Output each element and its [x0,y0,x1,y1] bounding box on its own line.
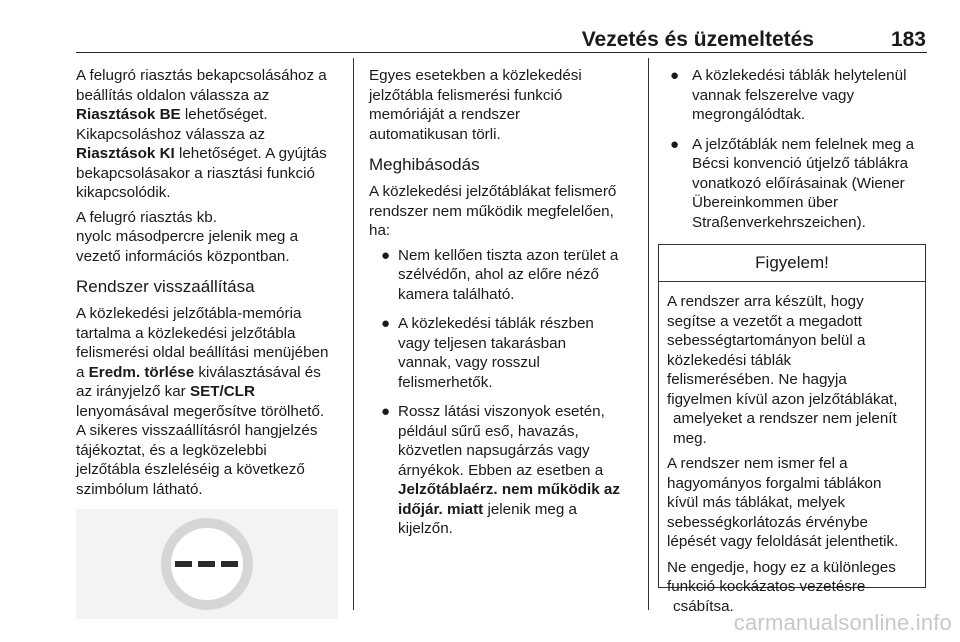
alert-toggle-paragraph [76,66,344,203]
column-divider-2 [648,58,649,610]
column-1 [76,66,344,619]
bullet-icon: ● [670,135,680,153]
warning-paragraph: A rendszer arra készült, hogy segítse a vezetőt a megadott sebességtartományon belül a közlekedési táblák felismerésében. Ne hagyja figyelmen kívül azon jelzőtáblákat, amelyeket a rendszer nem jelenít meg. [667,293,898,447]
list-item: ● Rossz látási viszonyok esetén, például sűrű eső, havazás, közvetlen napsugárzás vagy árnyékok. Ebben az esetben a Jelzőtáblaérz. nem működik az időjár. miatt jelenik meg a kijelzőn. [369,402,635,539]
text-line: nyolc másodpercre jelenik meg a [76,228,299,245]
text-line: vezető információs központban. [76,247,290,265]
text-line: A felugró riasztás kb. [76,208,217,226]
option-alerts-on: Riasztások BE [76,106,181,123]
section-heading-fault: Meghibásodás [369,155,480,174]
text-line: bekapcsolásakor a riasztási funkció [76,164,315,182]
text-line: beállítás oldalon válassza az [76,86,270,104]
warning-paragraph: A rendszer nem ismer fel a hagyományos forgalmi táblákon kívül más táblákat, melyek sebességkorlátozás érvénybe lépését vagy feloldását jelenthetik. [667,455,899,550]
text-line: az irányjelző kar SET/CLR [76,383,255,400]
text-line: Riasztások BE lehetőséget. [76,106,268,123]
option-clear-results: Eredm. törlése [88,363,195,381]
text-line: Riasztások KI lehetőséget. A gyújtás [76,145,327,162]
bullet-icon: ● [670,67,680,84]
header-divider [76,52,927,53]
auto-clear-paragraph [369,66,635,144]
weather-message-label: Jelzőtáblaérz. nem működik az [398,481,620,498]
reset-paragraph [76,304,344,499]
text-line: jelzőtábla észleléséig a következő [76,461,305,478]
list-item: ● A közlekedési táblák részben vagy teljesen takarásban vannak, vagy rosszul felismerhetők. [381,315,594,391]
bullet-icon: ● [381,246,391,264]
text-line: Egyes esetekben a közlekedési [369,67,582,84]
column-divider-1 [353,58,354,610]
alert-duration-paragraph [76,208,344,267]
text-line: A felugró riasztás bekapcsolásához a [76,67,327,84]
warning-body [659,282,925,616]
symbol-illustration [76,509,338,619]
text-line: tartalma a közlekedési jelzőtábla [76,324,296,342]
text-line: A sikeres visszaállításról hangjelzés [76,422,318,439]
no-sign-detected-icon [158,515,256,613]
text-line: a Eredm. törlése kiválasztásával és [76,363,321,381]
text-line: rendszer nem működik megfelelően, [369,202,614,220]
list-item: ● A közlekedési táblák helytelenül vannak felszerelve vagy megrongálódtak. [670,67,907,123]
text-line: lenyomásával megerősítve törölhető. [76,402,325,420]
bullet-icon: ● [381,403,391,420]
warning-box [658,244,926,615]
column-2 [369,66,635,549]
section-heading-reset: Rendszer visszaállítása [76,277,255,296]
text-line: A közlekedési jelzőtáblákat felismerő [369,183,617,200]
page-header [76,28,926,52]
fault-conditions-list [369,246,635,539]
warning-title: Figyelem! [659,245,925,282]
text-line: felismerési oldal beállítási menüjében [76,344,329,361]
text-line: ha: [369,222,391,239]
list-item: ● A jelzőtáblák nem felelnek meg a Bécsi konvenció útjelző táblákra vonatkozó előírásainak (Wiener Übereinkommen über Straßenverkehrszeichen). [670,135,915,231]
text-line: szimbólum látható. [76,480,203,498]
weather-message-label-end: időjár. miatt [398,500,484,518]
fault-intro-paragraph [369,182,635,241]
text-line: kikapcsolódik. [76,184,171,201]
bullet-icon: ● [381,315,391,332]
text-line: memóriáját a rendszer [369,106,521,123]
warning-paragraph: Ne engedje, hogy ez a különleges funkció kockázatos vezetésre csábítsa. [667,558,896,615]
column-3 [664,66,928,615]
page-title: Vezetés és üzemeltetés [581,28,814,51]
watermark: carmanualsonline.info [733,610,952,635]
list-item: ● Nem kellően tiszta azon terület a szélvédőn, ahol az előre néző kamera található. [381,246,619,303]
set-clr-label: SET/CLR [189,383,255,400]
text-line: A közlekedési jelzőtábla-memória [76,305,302,322]
text-line: Kikapcsoláshoz válassza az [76,125,266,143]
option-alerts-off: Riasztások KI [76,145,175,162]
page-number: 183 [890,28,926,51]
text-line: jelzőtábla felismerési funkció [369,86,563,104]
text-line: automatikusan törli. [369,125,501,143]
text-line: tájékoztat, és a legközelebbi [76,441,267,459]
fault-conditions-list-continued [664,66,928,232]
